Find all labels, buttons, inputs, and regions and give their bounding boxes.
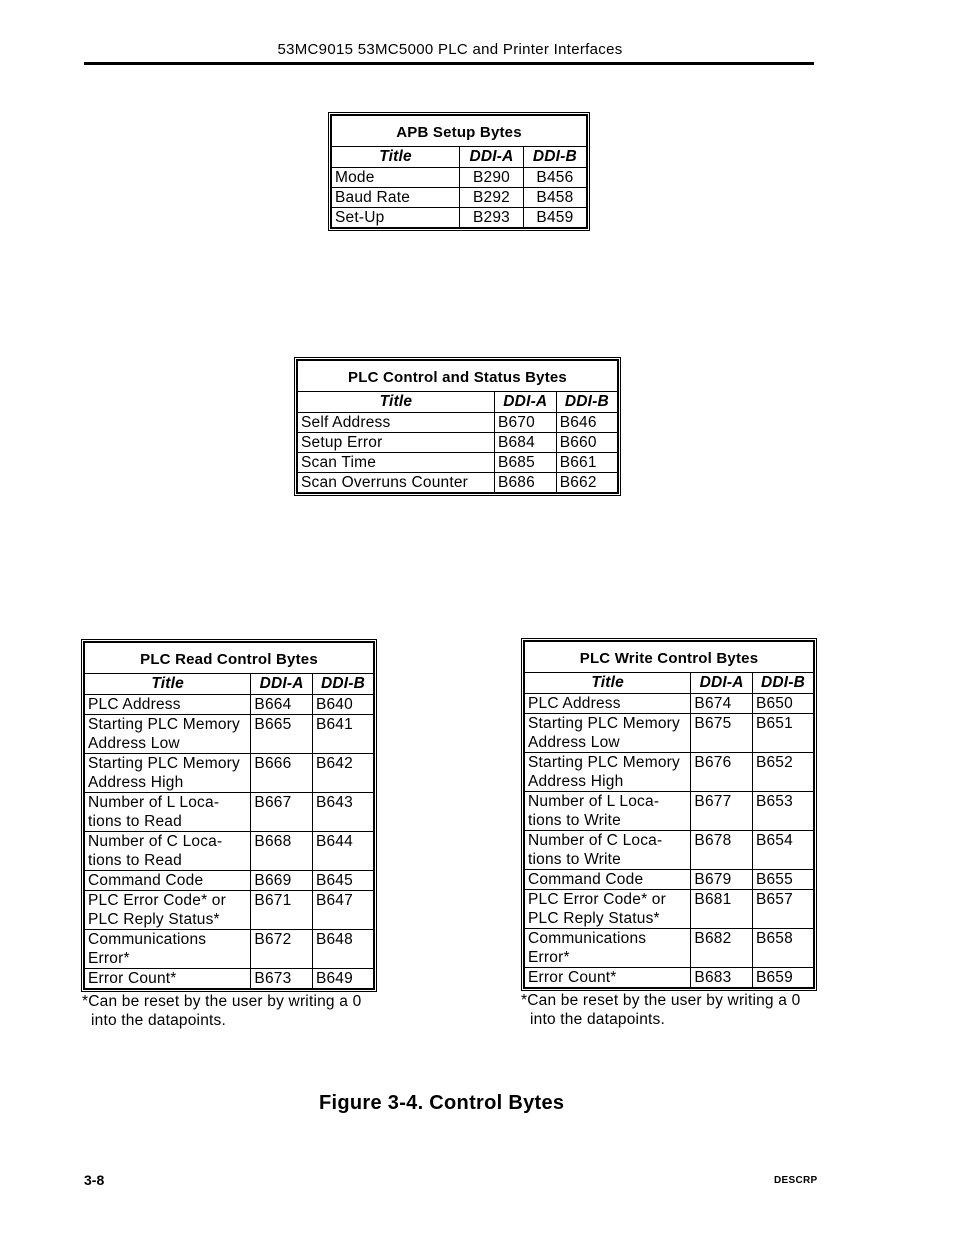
table-row: [331, 188, 587, 208]
column-header-title: Title: [84, 674, 251, 695]
row-title-cell: [524, 831, 691, 870]
row-title-cell: Setup Error: [297, 433, 494, 453]
cell-text-line: PLC Address: [88, 696, 181, 713]
ddi-b-cell: B644: [312, 832, 374, 871]
cell-text-line: tions to Read: [88, 813, 182, 830]
row-title-cell: Mode: [331, 168, 460, 188]
ddi-b-cell: B648: [312, 930, 374, 969]
table-caption: PLC Write Control Bytes: [524, 641, 814, 673]
table-row: [297, 413, 618, 433]
ddi-a-cell: B675: [691, 714, 753, 753]
row-title-cell: [84, 930, 251, 969]
cell-text-line: Starting PLC Memory: [88, 716, 240, 733]
row-title-cell: [84, 754, 251, 793]
figure-caption: Figure 3-4. Control Bytes: [319, 1092, 565, 1114]
cell-text-line: Error Count*: [88, 970, 177, 987]
column-header-title: Title: [524, 673, 691, 694]
table-body: [297, 413, 618, 494]
ddi-a-cell: B678: [691, 831, 753, 870]
row-title-cell: Self Address: [297, 413, 494, 433]
page-header-title: 53MC9015 53MC5000 PLC and Printer Interfaces: [277, 41, 623, 58]
cell-text-line: tions to Write: [528, 851, 621, 868]
column-header-ddi-a: DDI-A: [691, 673, 753, 694]
ddi-b-cell: B658: [752, 929, 814, 968]
ddi-a-cell: B669: [251, 871, 313, 891]
table-row: [84, 754, 374, 793]
ddi-b-cell: B649: [312, 969, 374, 990]
row-title-cell: Baud Rate: [331, 188, 460, 208]
ddi-b-cell: B459: [523, 208, 587, 229]
table-row: [524, 968, 814, 989]
cell-text-line: PLC Address: [528, 695, 621, 712]
cell-text-line: Number of L Loca-: [88, 794, 220, 811]
cell-text-line: PLC Error Code* or: [528, 891, 666, 908]
cell-text-line: Starting PLC Memory: [528, 754, 680, 771]
ddi-a-cell: B676: [691, 753, 753, 792]
column-header-title: Title: [331, 147, 460, 168]
row-title-cell: [524, 714, 691, 753]
row-title-cell: [84, 891, 251, 930]
table-row: [524, 831, 814, 870]
ddi-a-cell: B666: [251, 754, 313, 793]
table-row: [297, 453, 618, 473]
ddi-b-cell: B642: [312, 754, 374, 793]
ddi-b-cell: B456: [523, 168, 587, 188]
table-row: [297, 473, 618, 494]
footnote-line: into the datapoints.: [530, 1011, 665, 1028]
table-row: [331, 168, 587, 188]
cell-text-line: Error*: [88, 950, 130, 967]
table-row: [524, 792, 814, 831]
ddi-b-cell: B660: [556, 433, 618, 453]
ddi-a-cell: B683: [691, 968, 753, 989]
table-row: [84, 832, 374, 871]
ddi-a-cell: B673: [251, 969, 313, 990]
apb-setup-bytes-table: [330, 114, 588, 229]
table-row: [84, 969, 374, 990]
table-row: [524, 890, 814, 929]
column-header-title: Title: [297, 392, 494, 413]
ddi-b-cell: B659: [752, 968, 814, 989]
ddi-a-cell: B670: [494, 413, 556, 433]
table-caption: PLC Read Control Bytes: [84, 642, 374, 674]
ddi-b-cell: B661: [556, 453, 618, 473]
read-table-footnote: [82, 992, 361, 1030]
cell-text-line: Starting PLC Memory: [528, 715, 680, 732]
ddi-b-cell: B655: [752, 870, 814, 890]
row-title-cell: [524, 968, 691, 989]
plc-read-control-bytes-table: [83, 641, 375, 990]
row-title-cell: Scan Overruns Counter: [297, 473, 494, 494]
ddi-b-cell: B650: [752, 694, 814, 714]
cell-text-line: Error Count*: [528, 969, 617, 986]
column-header-ddi-b: DDI-B: [523, 147, 587, 168]
ddi-a-cell: B290: [460, 168, 524, 188]
footnote-line: *Can be reset by the user by writing a 0: [521, 992, 801, 1009]
ddi-b-cell: B647: [312, 891, 374, 930]
table-row: [524, 753, 814, 792]
table-row: [84, 695, 374, 715]
ddi-b-cell: B643: [312, 793, 374, 832]
table-row: [524, 714, 814, 753]
ddi-b-cell: B651: [752, 714, 814, 753]
row-title-cell: [524, 753, 691, 792]
table-caption: PLC Control and Status Bytes: [297, 360, 618, 392]
ddi-a-cell: B681: [691, 890, 753, 929]
row-title-cell: [84, 793, 251, 832]
ddi-b-cell: B458: [523, 188, 587, 208]
ddi-b-cell: B662: [556, 473, 618, 494]
cell-text-line: Command Code: [88, 872, 204, 889]
column-header-ddi-b: DDI-B: [752, 673, 814, 694]
ddi-a-cell: B292: [460, 188, 524, 208]
cell-text-line: Communications: [88, 931, 207, 948]
ddi-b-cell: B641: [312, 715, 374, 754]
cell-text-line: Address High: [528, 773, 624, 790]
document-code: DESCRP: [774, 1175, 818, 1186]
cell-text-line: Starting PLC Memory: [88, 755, 240, 772]
column-header-ddi-a: DDI-A: [494, 392, 556, 413]
ddi-b-cell: B645: [312, 871, 374, 891]
row-title-cell: [84, 715, 251, 754]
column-header-ddi-a: DDI-A: [251, 674, 313, 695]
row-title-cell: [524, 929, 691, 968]
ddi-a-cell: B672: [251, 930, 313, 969]
cell-text-line: tions to Read: [88, 852, 182, 869]
ddi-a-cell: B665: [251, 715, 313, 754]
table-row: [84, 930, 374, 969]
row-title-cell: [524, 694, 691, 714]
row-title-cell: [84, 832, 251, 871]
row-title-cell: [84, 871, 251, 891]
ddi-a-cell: B664: [251, 695, 313, 715]
table-row: [331, 208, 587, 229]
cell-text-line: Command Code: [528, 871, 644, 888]
ddi-b-cell: B652: [752, 753, 814, 792]
ddi-a-cell: B685: [494, 453, 556, 473]
row-title-cell: [84, 969, 251, 990]
row-title-cell: [524, 792, 691, 831]
table-row: [524, 870, 814, 890]
cell-text-line: PLC Error Code* or: [88, 892, 226, 909]
ddi-a-cell: B668: [251, 832, 313, 871]
cell-text-line: Number of C Loca-: [88, 833, 223, 850]
ddi-a-cell: B674: [691, 694, 753, 714]
plc-control-status-bytes-table: [296, 359, 619, 494]
cell-text-line: Address Low: [88, 735, 180, 752]
row-title-cell: [524, 870, 691, 890]
row-title-cell: [84, 695, 251, 715]
ddi-a-cell: B671: [251, 891, 313, 930]
ddi-a-cell: B677: [691, 792, 753, 831]
ddi-a-cell: B682: [691, 929, 753, 968]
table-row: [524, 929, 814, 968]
ddi-a-cell: B686: [494, 473, 556, 494]
ddi-a-cell: B293: [460, 208, 524, 229]
cell-text-line: PLC Reply Status*: [88, 911, 220, 928]
plc-write-control-bytes-table: [523, 640, 815, 989]
cell-text-line: Communications: [528, 930, 647, 947]
cell-text-line: PLC Reply Status*: [528, 910, 660, 927]
cell-text-line: Address Low: [528, 734, 620, 751]
footnote-line: *Can be reset by the user by writing a 0: [82, 993, 362, 1010]
cell-text-line: tions to Write: [528, 812, 621, 829]
column-header-ddi-a: DDI-A: [460, 147, 524, 168]
table-row: [84, 715, 374, 754]
cell-text-line: Number of L Loca-: [528, 793, 660, 810]
table-caption: APB Setup Bytes: [331, 115, 587, 147]
ddi-b-cell: B640: [312, 695, 374, 715]
ddi-b-cell: B654: [752, 831, 814, 870]
column-header-ddi-b: DDI-B: [312, 674, 374, 695]
cell-text-line: Error*: [528, 949, 570, 966]
cell-text-line: Address High: [88, 774, 184, 791]
ddi-b-cell: B653: [752, 792, 814, 831]
table-row: [84, 871, 374, 891]
table-body: [84, 695, 374, 990]
write-table-footnote: [521, 991, 800, 1029]
column-header-ddi-b: DDI-B: [556, 392, 618, 413]
table-body: [524, 694, 814, 989]
table-body: [331, 168, 587, 229]
table-row: [524, 694, 814, 714]
row-title-cell: [524, 890, 691, 929]
table-row: [84, 793, 374, 832]
ddi-a-cell: B684: [494, 433, 556, 453]
ddi-b-cell: B646: [556, 413, 618, 433]
row-title-cell: Scan Time: [297, 453, 494, 473]
ddi-b-cell: B657: [752, 890, 814, 929]
ddi-a-cell: B679: [691, 870, 753, 890]
cell-text-line: Number of C Loca-: [528, 832, 663, 849]
row-title-cell: Set-Up: [331, 208, 460, 229]
header-rule: [84, 62, 814, 65]
footnote-line: into the datapoints.: [91, 1012, 226, 1029]
ddi-a-cell: B667: [251, 793, 313, 832]
table-row: [84, 891, 374, 930]
table-row: [297, 433, 618, 453]
page-number: 3-8: [84, 1172, 105, 1188]
